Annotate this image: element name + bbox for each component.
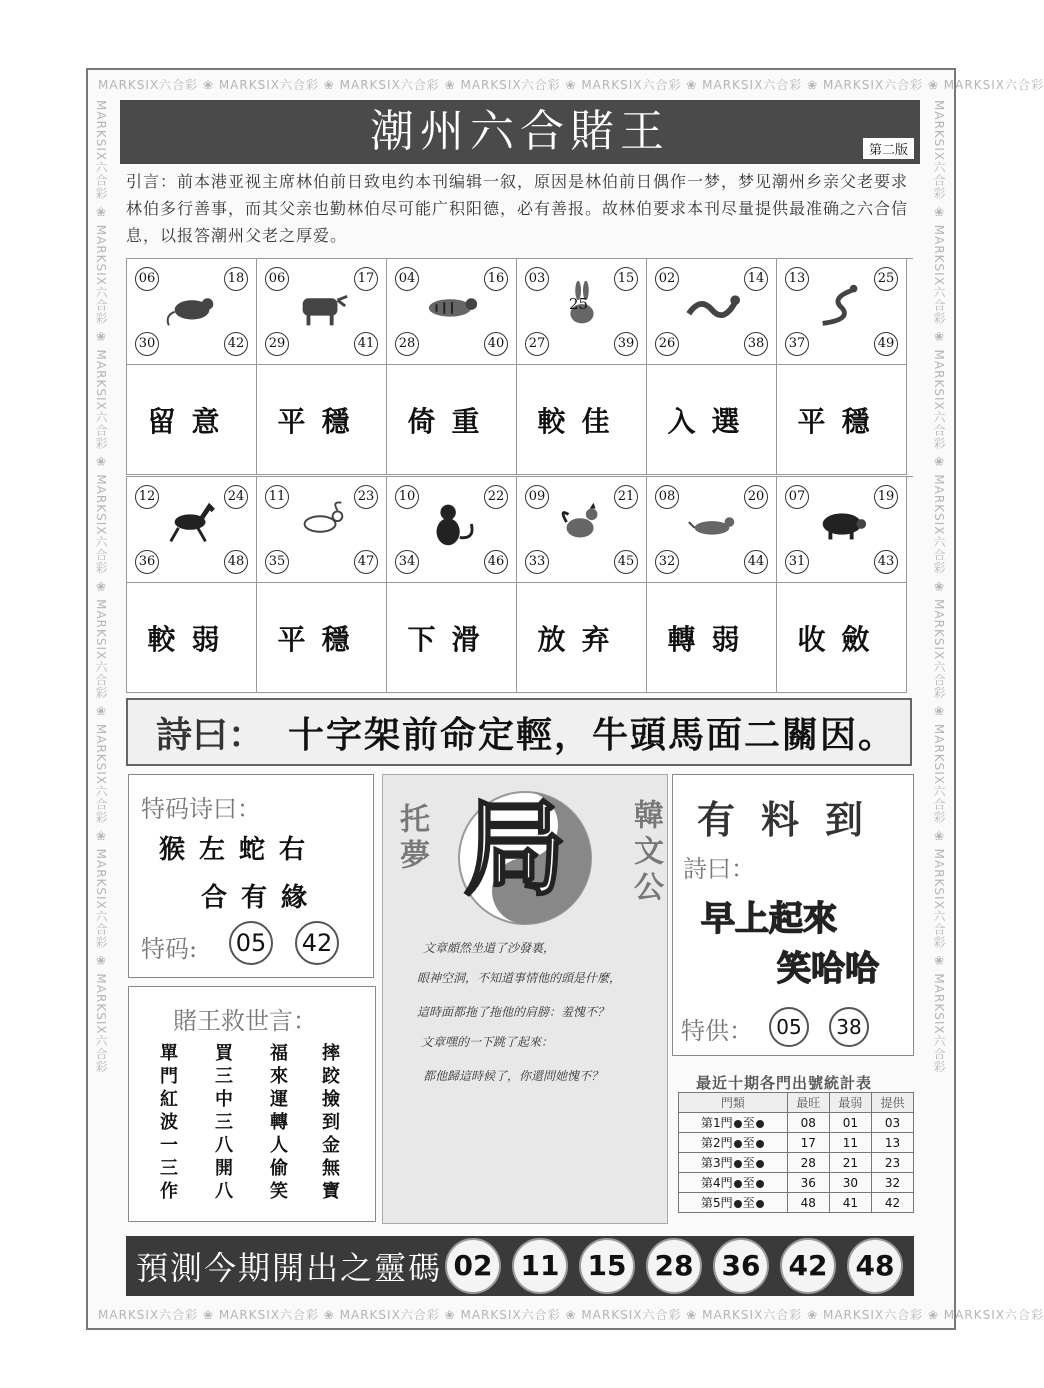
stats-door-cell <box>679 1193 788 1213</box>
zodiac-status-word: 較弱 <box>127 583 257 693</box>
poem-text: 十字架前命定輕，牛頭馬面二關因。 <box>288 714 897 756</box>
material-title: 有料到 <box>697 798 890 842</box>
zodiac-number: 06 <box>265 267 289 291</box>
stats-supply-cell: 42 <box>871 1193 913 1213</box>
range-label: 至 <box>742 1136 755 1150</box>
stats-header-supply: 提供 <box>871 1093 913 1113</box>
saying-column: 摔跤撿到金無寶 <box>322 1043 340 1202</box>
special-code-label: 特码: <box>141 935 198 963</box>
header-banner <box>120 100 920 164</box>
zodiac-cell <box>127 259 257 365</box>
zodiac-number: 30 <box>135 332 159 356</box>
supply-code-1: 05 <box>769 1007 809 1047</box>
zodiac-number: 16 <box>484 267 508 291</box>
zodiac-number: 34 <box>395 550 419 574</box>
prediction-ball: 48 <box>847 1238 903 1294</box>
page-title: 潮州六合賭王 <box>370 106 670 157</box>
zodiac-cell <box>127 477 257 583</box>
zodiac-number: 18 <box>224 267 248 291</box>
zodiac-cell <box>647 259 777 365</box>
zodiac-number: 02 <box>655 267 679 291</box>
saying-column: 買三中三八開八 <box>215 1043 233 1202</box>
edition-badge: 第二版 <box>863 138 914 159</box>
zodiac-status-word: 留意 <box>127 365 257 475</box>
stats-max-cell: 08 <box>787 1113 829 1133</box>
zodiac-number: 09 <box>525 485 549 509</box>
stats-max-cell: 17 <box>787 1133 829 1153</box>
stats-header-max: 最旺 <box>787 1093 829 1113</box>
zodiac-number: 12 <box>135 485 159 509</box>
zodiac-status-word: 平穩 <box>257 583 387 693</box>
door-label: 第4門 <box>701 1176 733 1190</box>
stats-min-cell: 41 <box>829 1193 871 1213</box>
zodiac-image-row <box>127 259 913 365</box>
rooster-icon <box>553 495 611 553</box>
zodiac-number: 06 <box>135 267 159 291</box>
zodiac-number: 20 <box>744 485 768 509</box>
stats-row <box>679 1133 914 1153</box>
ball-dot-icon <box>734 1120 742 1128</box>
range-label: 至 <box>742 1116 755 1130</box>
stats-row <box>679 1153 914 1173</box>
dream-side-right: 韓文公 <box>628 799 663 907</box>
zodiac-number: 11 <box>265 485 289 509</box>
zodiac-number: 14 <box>744 267 768 291</box>
watermark-left: MARKSIX六合彩 ❀ MARKSIX六合彩 ❀ MARKSIX六合彩 ❀ MARKSIX六合彩 ❀ MARKSIX六合彩 ❀ MARKSIX六合彩 ❀ MARKSIX六合彩 ❀ MARKSIX六合彩 <box>94 100 108 1074</box>
zodiac-number: 23 <box>354 485 378 509</box>
stats-supply-cell: 32 <box>871 1173 913 1193</box>
rat-icon <box>163 277 221 335</box>
zodiac-number: 22 <box>484 485 508 509</box>
zodiac-number: 13 <box>785 267 809 291</box>
monkey-icon <box>423 495 481 553</box>
watermark-bottom: MARKSIX六合彩 ❀ MARKSIX六合彩 ❀ MARKSIX六合彩 ❀ MARKSIX六合彩 ❀ MARKSIX六合彩 ❀ MARKSIX六合彩 ❀ MARKSIX六合彩 ❀ MARKSIX六合彩 <box>98 1308 1044 1322</box>
zodiac-word-row <box>127 365 913 475</box>
zodiac-number: 39 <box>614 332 638 356</box>
zodiac-number: 27 <box>525 332 549 356</box>
range-label: 至 <box>742 1156 755 1170</box>
intro-paragraph: 引言：前本港亚视主席林伯前日致电约本刊编辑一叙，原因是林伯前日偶作一梦，梦见潮州乡亲父老要求林伯多行善事，而其父亲也勤林伯尽可能广积阳德，必有善报。故林伯要求本刊尽量提供最准确之六合信息，以报答潮州父老之厚爱。 <box>126 172 909 245</box>
zodiac-cell <box>387 477 517 583</box>
zodiac-number: 40 <box>484 332 508 356</box>
story-line-4: 文章嘿的一下跳了起來： <box>421 1035 554 1049</box>
special-poem-label: 特码诗曰： <box>141 795 261 823</box>
big-character: 局 <box>463 788 568 910</box>
zodiac-number: 29 <box>265 332 289 356</box>
watermark-top: MARKSIX六合彩 ❀ MARKSIX六合彩 ❀ MARKSIX六合彩 ❀ MARKSIX六合彩 ❀ MARKSIX六合彩 ❀ MARKSIX六合彩 ❀ MARKSIX六合彩 ❀ MARKSIX六合彩 <box>98 78 1044 92</box>
special-poem-line2: 合有緣 <box>201 883 322 913</box>
tiger-icon <box>423 277 481 335</box>
supply-label: 特供： <box>681 1017 753 1045</box>
stats-max-cell: 48 <box>787 1193 829 1213</box>
poem-banner <box>126 698 912 766</box>
zodiac-cell <box>517 477 647 583</box>
zodiac-number: 26 <box>655 332 679 356</box>
ball-dot-icon <box>734 1140 742 1148</box>
zodiac-number: 17 <box>354 267 378 291</box>
zodiac-number: 32 <box>655 550 679 574</box>
watermark-right: MARKSIX六合彩 ❀ MARKSIX六合彩 ❀ MARKSIX六合彩 ❀ MARKSIX六合彩 ❀ MARKSIX六合彩 ❀ MARKSIX六合彩 ❀ MARKSIX六合彩 ❀ MARKSIX六合彩 <box>932 100 946 1074</box>
zodiac-status-word: 較佳 <box>517 365 647 475</box>
saying-column: 福來運轉人偷笑 <box>270 1043 288 1202</box>
sayings-title: 賭王救世言： <box>173 1007 317 1035</box>
story-line-2: 眼神空洞，不知道事情他的頭是什麼， <box>417 971 622 985</box>
stats-title: 最近十期各門出號統計表 <box>696 1074 873 1092</box>
material-poem-label: 詩曰： <box>683 855 755 883</box>
story-line-3: 這時面都拖了拖他的肩膀：羞愧不？ <box>417 1005 610 1019</box>
stats-row <box>679 1173 914 1193</box>
range-label: 至 <box>742 1196 755 1210</box>
prediction-ball: 15 <box>579 1238 635 1294</box>
stats-table <box>678 1092 914 1213</box>
ball-dot-icon <box>756 1160 764 1168</box>
zodiac-cell <box>387 259 517 365</box>
zodiac-number: 08 <box>655 485 679 509</box>
material-line1: 早上起來 <box>701 899 837 939</box>
zodiac-number: 37 <box>785 332 809 356</box>
zodiac-grid-top <box>126 258 913 475</box>
dream-side-left: 托夢 <box>394 803 429 875</box>
zodiac-cell <box>647 477 777 583</box>
door-label: 第3門 <box>701 1156 733 1170</box>
prediction-ball: 11 <box>512 1238 568 1294</box>
zodiac-number: 35 <box>265 550 289 574</box>
ball-dot-icon <box>756 1180 764 1188</box>
prediction-ball: 28 <box>646 1238 702 1294</box>
ox-icon <box>293 277 351 335</box>
stats-header-row <box>679 1093 914 1113</box>
zodiac-grid-bottom <box>126 476 913 693</box>
zodiac-number: 28 <box>395 332 419 356</box>
saying-column: 單門紅波一三作 <box>160 1043 178 1202</box>
zodiac-number: 45 <box>614 550 638 574</box>
stats-door-cell <box>679 1173 788 1193</box>
ball-dot-icon <box>756 1120 764 1128</box>
zodiac-number: 44 <box>744 550 768 574</box>
special-poem-box <box>128 774 374 978</box>
zodiac-number: 19 <box>874 485 898 509</box>
range-label: 至 <box>742 1176 755 1190</box>
ball-dot-icon <box>734 1200 742 1208</box>
stats-header-min: 最弱 <box>829 1093 871 1113</box>
zodiac-number: 47 <box>354 550 378 574</box>
zodiac-word-row <box>127 583 913 693</box>
prediction-balls <box>445 1238 914 1294</box>
pig-icon <box>813 495 871 553</box>
zodiac-status-word: 放弃 <box>517 583 647 693</box>
zodiac-status-word: 平穩 <box>257 365 387 475</box>
zodiac-number: 31 <box>785 550 809 574</box>
zodiac-number: 38 <box>744 332 768 356</box>
zodiac-cell <box>257 477 387 583</box>
stats-max-cell: 28 <box>787 1153 829 1173</box>
stats-door-cell <box>679 1153 788 1173</box>
goat-icon <box>293 495 351 553</box>
zodiac-number: 48 <box>224 550 248 574</box>
zodiac-status-word: 平穩 <box>777 365 907 475</box>
stats-header-door: 門類 <box>679 1093 788 1113</box>
dragon-icon <box>683 277 741 335</box>
zodiac-number: 41 <box>354 332 378 356</box>
story-line-1: 文章頗然坐道了沙發裏， <box>423 941 556 955</box>
story-line-5: 都他歸這時候了，你還問她愧不？ <box>423 1069 604 1083</box>
zodiac-number: 24 <box>224 485 248 509</box>
ball-dot-icon <box>734 1160 742 1168</box>
zodiac-number: 33 <box>525 550 549 574</box>
special-code-1: 05 <box>229 921 273 965</box>
zodiac-number: 25 <box>874 267 898 291</box>
zodiac-overlay-number: 25 <box>569 295 589 313</box>
prediction-ball: 36 <box>713 1238 769 1294</box>
zodiac-status-word: 入選 <box>647 365 777 475</box>
stats-supply-cell: 23 <box>871 1153 913 1173</box>
zodiac-image-row <box>127 477 913 583</box>
stats-max-cell: 36 <box>787 1173 829 1193</box>
zodiac-status-word: 倚重 <box>387 365 517 475</box>
stats-min-cell: 21 <box>829 1153 871 1173</box>
special-poem-line1: 猴左蛇右 <box>159 835 320 865</box>
zodiac-cell <box>777 477 907 583</box>
zodiac-number: 49 <box>874 332 898 356</box>
horse-icon <box>163 495 221 553</box>
stats-row <box>679 1193 914 1213</box>
zodiac-number: 46 <box>484 550 508 574</box>
door-label: 第1門 <box>701 1116 733 1130</box>
ball-dot-icon <box>756 1140 764 1148</box>
stats-min-cell: 11 <box>829 1133 871 1153</box>
zodiac-number: 07 <box>785 485 809 509</box>
prediction-bar <box>126 1236 914 1296</box>
prediction-label: 預測今期開出之靈碼 <box>136 1249 443 1287</box>
zodiac-status-word: 下滑 <box>387 583 517 693</box>
zodiac-number: 15 <box>614 267 638 291</box>
zodiac-number: 04 <box>395 267 419 291</box>
zodiac-cell <box>257 259 387 365</box>
zodiac-cell <box>777 259 907 365</box>
zodiac-number: 10 <box>395 485 419 509</box>
stats-supply-cell: 03 <box>871 1113 913 1133</box>
prediction-ball: 42 <box>780 1238 836 1294</box>
zodiac-status-word: 轉弱 <box>647 583 777 693</box>
stats-door-cell <box>679 1113 788 1133</box>
material-box <box>672 774 914 1056</box>
door-label: 第5門 <box>701 1196 733 1210</box>
ball-dot-icon <box>756 1200 764 1208</box>
zodiac-cell <box>517 259 647 365</box>
ball-dot-icon <box>734 1180 742 1188</box>
zodiac-number: 21 <box>614 485 638 509</box>
stats-min-cell: 30 <box>829 1173 871 1193</box>
stats-row <box>679 1113 914 1133</box>
dream-panel <box>382 774 668 1224</box>
stats-supply-cell: 13 <box>871 1133 913 1153</box>
stats-door-cell <box>679 1133 788 1153</box>
zodiac-number: 03 <box>525 267 549 291</box>
supply-code-2: 38 <box>829 1007 869 1047</box>
zodiac-status-word: 收斂 <box>777 583 907 693</box>
zodiac-number: 42 <box>224 332 248 356</box>
material-line2: 笑哈哈 <box>777 949 879 989</box>
snake-icon <box>813 277 871 335</box>
door-label: 第2門 <box>701 1136 733 1150</box>
special-code-2: 42 <box>295 921 339 965</box>
dog-icon <box>683 495 741 553</box>
zodiac-number: 36 <box>135 550 159 574</box>
poem-label: 詩曰： <box>156 714 265 756</box>
stats-min-cell: 01 <box>829 1113 871 1133</box>
prediction-ball: 02 <box>445 1238 501 1294</box>
zodiac-number: 43 <box>874 550 898 574</box>
